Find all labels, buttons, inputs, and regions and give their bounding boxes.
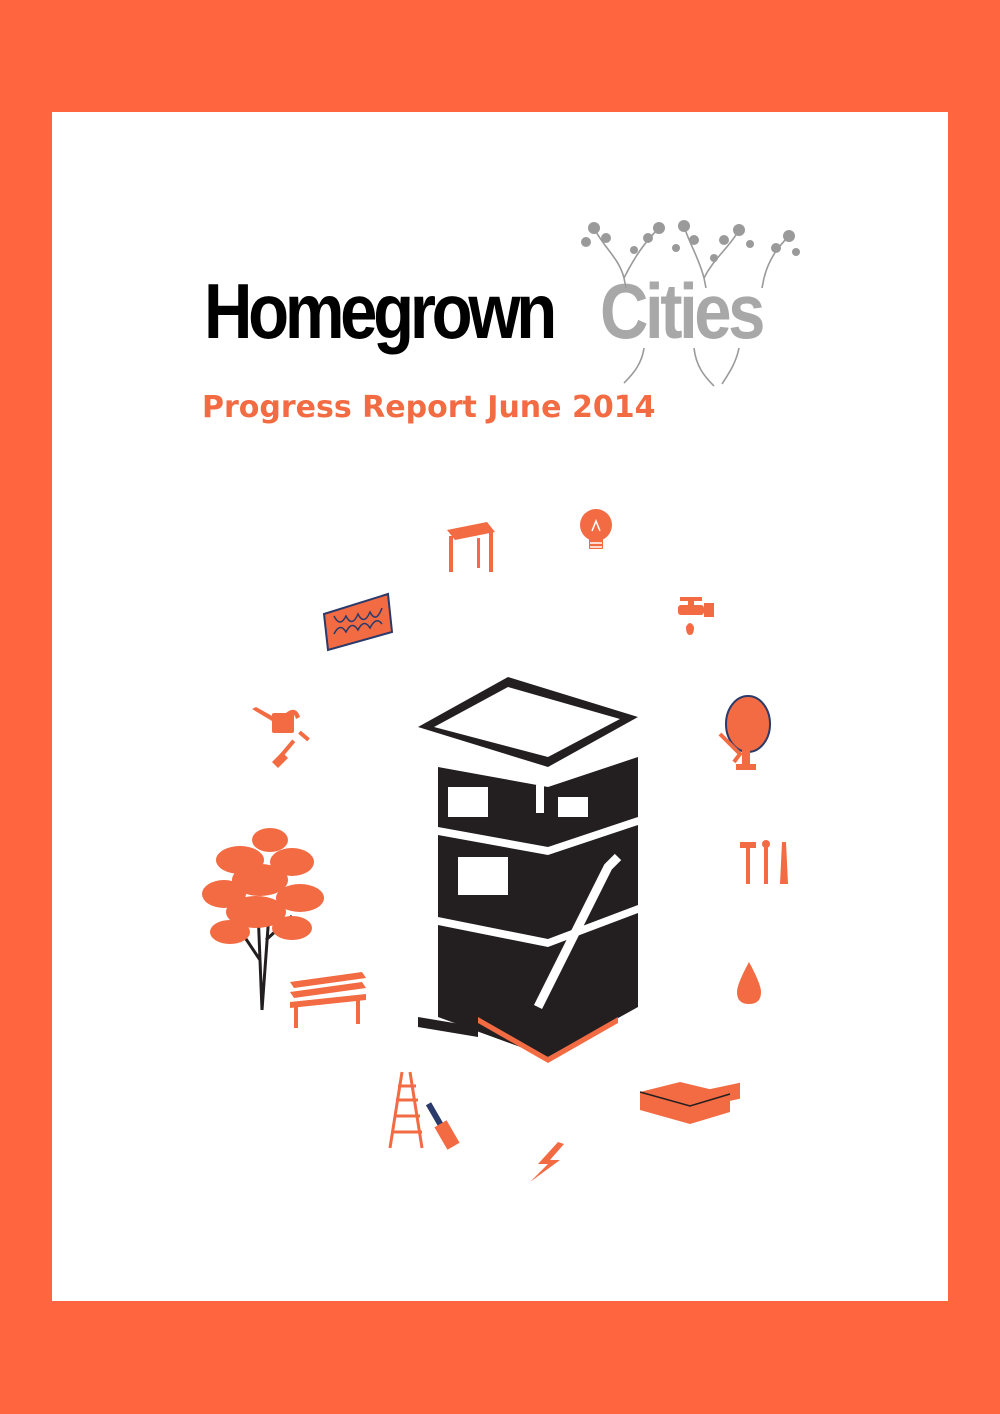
bench-icon (290, 972, 366, 1028)
paintbrush-icon (426, 1102, 460, 1150)
watering-can-icon (252, 707, 300, 733)
cover-page (52, 112, 948, 1301)
report-subtitle: Progress Report June 2014 (202, 390, 656, 425)
tools-icon (740, 840, 788, 884)
lightning-icon (530, 1142, 564, 1182)
homegrown-illustration (200, 502, 810, 1202)
logo-word-homegrown: Homegrown (204, 267, 553, 355)
water-tap-icon (678, 597, 714, 635)
radiator-icon (324, 594, 392, 650)
table-icon (447, 522, 495, 572)
lightbulb-icon (580, 509, 612, 549)
shovel-icon (272, 731, 310, 768)
water-drop-icon (737, 962, 761, 1004)
bed-icon (640, 1082, 740, 1124)
satellite-dish-icon (720, 696, 770, 770)
logo-word-cities: Cities (600, 267, 763, 355)
homegrown-cities-logo (204, 222, 804, 392)
plant-roots-icon (564, 218, 804, 388)
house-section-icon (418, 677, 638, 1063)
ladder-icon (390, 1072, 422, 1148)
